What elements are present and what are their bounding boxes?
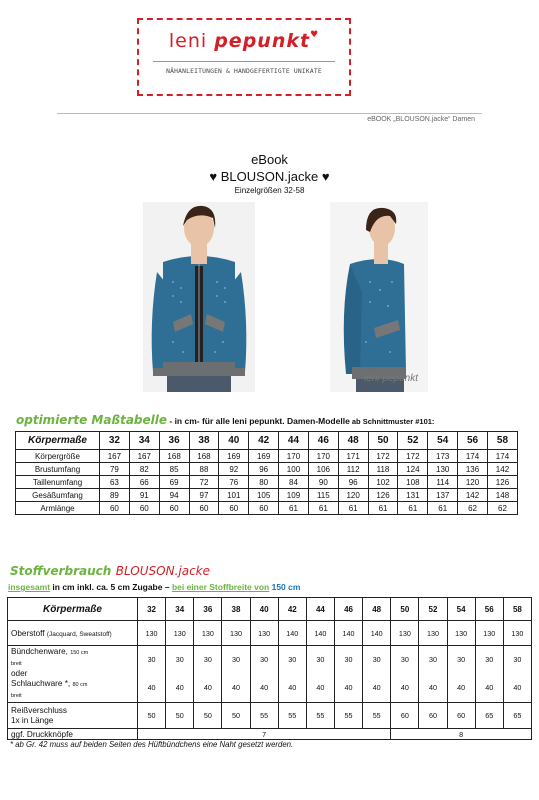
cell: 30	[231, 655, 240, 664]
stoff-section-subtitle	[8, 582, 300, 592]
cell: 65	[503, 703, 531, 729]
size-header: 50	[368, 432, 398, 450]
schlauch-width-unit: breit	[11, 693, 22, 699]
cell: 40	[260, 683, 269, 692]
mass-section-header	[16, 411, 434, 429]
cell: 130	[222, 621, 250, 646]
cell: 140	[334, 621, 362, 646]
cell: 92	[219, 463, 249, 476]
size-header: 54	[447, 598, 475, 621]
logo-part1: leni	[168, 30, 208, 52]
cell: 7	[138, 729, 391, 740]
table-row	[16, 502, 518, 515]
cell: 106	[308, 463, 338, 476]
table-row	[16, 476, 518, 489]
cell: 169	[219, 450, 249, 463]
cell: 8	[391, 729, 532, 740]
cell: 55	[278, 703, 306, 729]
cell: 55	[306, 703, 334, 729]
table-row-oberstoff	[8, 621, 532, 646]
size-header: 54	[428, 432, 458, 450]
cell: 40	[344, 683, 353, 692]
cell: 50	[138, 703, 166, 729]
cell: 60	[129, 502, 159, 515]
cell: 85	[159, 463, 189, 476]
size-header: 46	[308, 432, 338, 450]
size-header: 36	[194, 598, 222, 621]
size-header: 40	[219, 432, 249, 450]
table-row	[16, 450, 518, 463]
cell: 62	[458, 502, 488, 515]
cell: 96	[338, 476, 368, 489]
table-row-buendchen	[8, 646, 532, 703]
cell: 69	[159, 476, 189, 489]
heart-icon: ♥	[310, 30, 320, 40]
cell: 55	[250, 703, 278, 729]
title-sizes: Einzelgrößen 32-58	[234, 186, 305, 195]
stoff-section-header	[10, 562, 210, 580]
cell: 108	[398, 476, 428, 489]
cell: 101	[219, 489, 249, 502]
logo-tagline: NÄHANLEITUNGEN & HANDGEFERTIGTE UNIKATE	[166, 68, 322, 75]
cell: 130	[166, 621, 194, 646]
cell: 102	[368, 476, 398, 489]
cell-pair	[166, 646, 194, 703]
cell: 105	[249, 489, 279, 502]
cell-pair	[334, 646, 362, 703]
cell: 60	[159, 502, 189, 515]
cell: 60	[249, 502, 279, 515]
size-header: 44	[306, 598, 334, 621]
mass-section-title: optimierte Maßtabelle	[16, 413, 168, 427]
reiss-length: 1x in Länge	[11, 715, 54, 725]
row-label	[8, 703, 138, 729]
size-header: 42	[278, 598, 306, 621]
cell: 130	[447, 621, 475, 646]
cell: 130	[391, 621, 419, 646]
cell: 55	[334, 703, 362, 729]
cell-pair	[391, 646, 419, 703]
stoff-table	[7, 597, 532, 740]
cell: 55	[363, 703, 391, 729]
row-label: Taillenumfang	[16, 476, 100, 489]
row-label	[8, 621, 138, 646]
cell: 140	[306, 621, 334, 646]
cell: 30	[316, 655, 325, 664]
stoff-sub-width: 150 cm	[269, 582, 301, 592]
mass-table-header	[16, 432, 518, 450]
cell: 120	[458, 476, 488, 489]
cell-pair	[475, 646, 503, 703]
cell: 126	[487, 476, 517, 489]
size-header: 38	[222, 598, 250, 621]
title-ebook: eBook	[251, 152, 288, 167]
cell: 79	[100, 463, 130, 476]
cell-pair	[419, 646, 447, 703]
cell: 130	[428, 463, 458, 476]
cell: 60	[100, 502, 130, 515]
cell: 30	[513, 655, 522, 664]
size-header: 36	[159, 432, 189, 450]
cell: 171	[338, 450, 368, 463]
schlauch-label: Schlauchware *,	[11, 679, 71, 688]
cell: 61	[308, 502, 338, 515]
cell: 66	[129, 476, 159, 489]
size-header: 48	[338, 432, 368, 450]
cell: 172	[368, 450, 398, 463]
cell: 50	[166, 703, 194, 729]
cell: 61	[279, 502, 309, 515]
header-divider	[57, 113, 482, 114]
row-label: Armlänge	[16, 502, 100, 515]
size-header: 32	[100, 432, 130, 450]
size-header: 34	[166, 598, 194, 621]
row-label: Körpergröße	[16, 450, 100, 463]
logo-part2: pepunkt	[214, 30, 311, 52]
cell-pair	[306, 646, 334, 703]
cell: 40	[316, 683, 325, 692]
row-label	[8, 646, 138, 703]
cell: 136	[458, 463, 488, 476]
cell: 61	[428, 502, 458, 515]
cell-pair	[363, 646, 391, 703]
cell: 40	[175, 683, 184, 692]
cell: 114	[428, 476, 458, 489]
table-row-reissverschluss	[8, 703, 532, 729]
size-header: 38	[189, 432, 219, 450]
cell-pair	[278, 646, 306, 703]
cell: 142	[487, 463, 517, 476]
cell: 115	[308, 489, 338, 502]
cell: 40	[513, 683, 522, 692]
cell: 96	[249, 463, 279, 476]
oberstoff-label: Oberstoff	[11, 628, 45, 638]
cell: 30	[147, 655, 156, 664]
cell-pair	[194, 646, 222, 703]
reiss-label: Reißverschluss	[11, 705, 67, 715]
buendchen-width: 150 cm	[70, 650, 89, 656]
cell: 89	[100, 489, 130, 502]
cell: 63	[100, 476, 130, 489]
cell: 40	[457, 683, 466, 692]
cell: 50	[222, 703, 250, 729]
cell-pair	[503, 646, 531, 703]
size-header: 58	[503, 598, 531, 621]
cell: 91	[129, 489, 159, 502]
cell: 170	[279, 450, 309, 463]
footnote: * ab Gr. 42 muss auf beiden Seiten des Hüftbündchens eine Naht gesetzt werden.	[10, 740, 294, 749]
cell: 131	[398, 489, 428, 502]
row-label: Gesäßumfang	[16, 489, 100, 502]
cell: 80	[249, 476, 279, 489]
stoff-table-header	[8, 598, 532, 621]
size-header: 32	[138, 598, 166, 621]
cell: 174	[458, 450, 488, 463]
cell: 126	[368, 489, 398, 502]
cell: 168	[189, 450, 219, 463]
cell: 130	[475, 621, 503, 646]
size-header: 52	[398, 432, 428, 450]
cell: 62	[487, 502, 517, 515]
cell: 140	[278, 621, 306, 646]
cell: 61	[368, 502, 398, 515]
row-label: Brustumfang	[16, 463, 100, 476]
buendchen-width-unit: breit	[11, 661, 22, 667]
size-header: 48	[363, 598, 391, 621]
cell: 40	[428, 683, 437, 692]
cell: 60	[189, 502, 219, 515]
cell: 167	[129, 450, 159, 463]
size-header: 44	[279, 432, 309, 450]
cell: 140	[363, 621, 391, 646]
model-photo-side	[330, 202, 428, 392]
cell: 30	[288, 655, 297, 664]
cell: 84	[279, 476, 309, 489]
mass-section-subtitle-b: ab Schnittmuster #101:	[349, 417, 435, 426]
cell: 130	[138, 621, 166, 646]
cell: 30	[428, 655, 437, 664]
logo	[137, 18, 351, 96]
cell: 174	[487, 450, 517, 463]
cell: 40	[372, 683, 381, 692]
stoff-section-product: BLOUSON.jacke	[115, 564, 210, 578]
cell: 130	[503, 621, 531, 646]
cell: 40	[400, 683, 409, 692]
size-header: 34	[129, 432, 159, 450]
cell: 172	[398, 450, 428, 463]
mass-section-subtitle: - in cm- für alle leni pepunkt. Damen-Modelle	[167, 416, 350, 426]
cell: 94	[159, 489, 189, 502]
cell: 167	[100, 450, 130, 463]
row-label: ggf. Druckknöpfe	[8, 729, 138, 740]
cell: 60	[419, 703, 447, 729]
buendchen-or: oder	[11, 669, 28, 678]
size-header: 56	[475, 598, 503, 621]
stoff-sub-total: insgesamt	[8, 582, 51, 592]
cell: 169	[249, 450, 279, 463]
cell: 82	[129, 463, 159, 476]
stoff-sub-allowance: in cm inkl. ca. 5 cm Zugabe –	[50, 582, 172, 592]
cell: 124	[398, 463, 428, 476]
cell: 30	[457, 655, 466, 664]
cell: 40	[231, 683, 240, 692]
cell: 97	[189, 489, 219, 502]
cell: 61	[338, 502, 368, 515]
cell: 40	[147, 683, 156, 692]
cell: 170	[308, 450, 338, 463]
size-header: 42	[249, 432, 279, 450]
cell: 40	[288, 683, 297, 692]
table-row	[16, 489, 518, 502]
mass-header-label: Körpermaße	[16, 432, 100, 450]
model-photo-front	[143, 202, 255, 392]
cell: 130	[194, 621, 222, 646]
stoff-header-label: Körpermaße	[8, 598, 138, 621]
size-header: 58	[487, 432, 517, 450]
logo-divider	[153, 61, 335, 62]
cell: 30	[344, 655, 353, 664]
table-row-druckknoepfe	[8, 729, 532, 740]
cell: 120	[338, 489, 368, 502]
cell-pair	[138, 646, 166, 703]
mass-table	[15, 431, 518, 515]
cell: 30	[260, 655, 269, 664]
size-header: 50	[391, 598, 419, 621]
cell: 88	[189, 463, 219, 476]
schlauch-width: 80 cm	[72, 682, 88, 688]
cell: 30	[485, 655, 494, 664]
cell: 137	[428, 489, 458, 502]
photo-watermark: leni pepunkt	[364, 373, 418, 384]
cell: 173	[428, 450, 458, 463]
cell: 40	[485, 683, 494, 692]
cell: 118	[368, 463, 398, 476]
cell-pair	[250, 646, 278, 703]
size-header: 52	[419, 598, 447, 621]
cell: 61	[398, 502, 428, 515]
cell: 50	[194, 703, 222, 729]
table-row	[16, 463, 518, 476]
cell: 72	[189, 476, 219, 489]
size-header: 46	[334, 598, 362, 621]
cell-pair	[222, 646, 250, 703]
cell: 30	[372, 655, 381, 664]
logo-wordmark	[139, 30, 349, 52]
cell: 76	[219, 476, 249, 489]
cell: 60	[447, 703, 475, 729]
buendchen-label: Bündchenware,	[11, 647, 68, 656]
cell: 109	[279, 489, 309, 502]
title-product: ♥ BLOUSON.jacke ♥	[209, 169, 330, 184]
cell: 65	[475, 703, 503, 729]
cell: 100	[279, 463, 309, 476]
cell: 148	[487, 489, 517, 502]
cell: 130	[419, 621, 447, 646]
oberstoff-note: (Jacquard, Sweatstoff)	[46, 630, 112, 638]
header-label: eBOOK „BLOUSON.jacke“ Damen	[367, 116, 475, 123]
cell: 30	[175, 655, 184, 664]
cell: 30	[400, 655, 409, 664]
size-header: 40	[250, 598, 278, 621]
cell: 142	[458, 489, 488, 502]
cell: 130	[250, 621, 278, 646]
size-header: 56	[458, 432, 488, 450]
cell: 60	[219, 502, 249, 515]
stoff-sub-width-label: bei einer Stoffbreite von	[171, 582, 270, 592]
cell: 168	[159, 450, 189, 463]
stoff-section-title: Stoffverbrauch	[10, 564, 112, 578]
cell: 90	[308, 476, 338, 489]
cell: 60	[391, 703, 419, 729]
cell: 40	[203, 683, 212, 692]
cell: 30	[203, 655, 212, 664]
cell-pair	[447, 646, 475, 703]
cell: 112	[338, 463, 368, 476]
